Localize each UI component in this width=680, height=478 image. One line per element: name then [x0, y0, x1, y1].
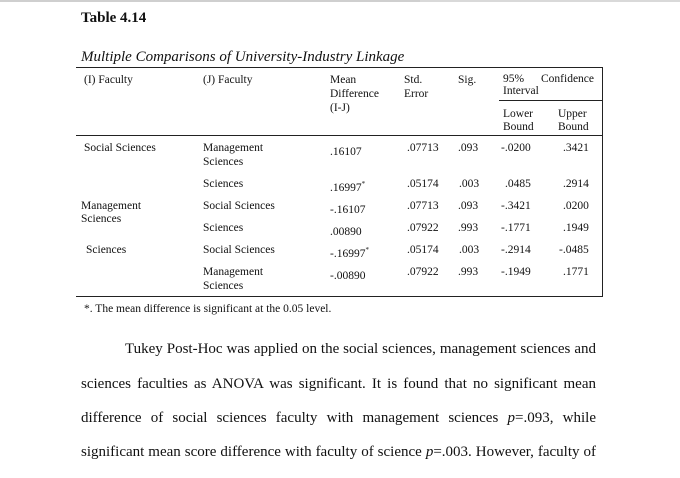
paragraph-line-4: significant mean score difference with faculty of science p=.003. However, faculty of — [81, 444, 596, 460]
header-upper-line1: Upper — [558, 108, 587, 120]
row6-j-faculty: Management — [203, 266, 264, 278]
ci-sub-rule — [499, 100, 603, 101]
header-bottom-rule — [76, 135, 603, 136]
table-right-border — [602, 67, 603, 297]
header-sig: Sig. — [458, 74, 477, 86]
header-i-faculty: (I) Faculty — [84, 74, 133, 86]
row2-sig: .003 — [459, 178, 480, 190]
row4-upper: .1949 — [563, 222, 589, 234]
row1-sig: .093 — [458, 142, 479, 154]
row1-upper: .3421 — [563, 142, 589, 154]
row4-lower: -.1771 — [501, 222, 531, 234]
table-caption: Multiple Comparisons of University-Industry Linkage — [81, 49, 405, 65]
header-mean-line3: (I-J) — [330, 102, 350, 114]
row3-mean-diff: -.16107 — [330, 204, 366, 216]
row2-upper: .2914 — [563, 178, 589, 190]
header-lower-line2: Bound — [503, 121, 534, 133]
row4-sig: .993 — [458, 222, 479, 234]
row4-j-faculty: Sciences — [203, 222, 244, 234]
row3-sig: .093 — [458, 200, 479, 212]
header-mean-line1: Mean — [330, 74, 357, 86]
row1-j-faculty-line2: Sciences — [203, 156, 244, 168]
table-bottom-rule — [76, 296, 603, 297]
table-footnote: *. The mean difference is significant at the 0.05 level. — [84, 303, 332, 315]
row2-lower: .0485 — [505, 178, 531, 190]
row6-j-faculty-line2: Sciences — [203, 280, 244, 292]
header-ci-line3: Interval — [503, 85, 539, 97]
row2-std-error: .05174 — [407, 178, 439, 190]
row3-lower: -.3421 — [501, 200, 531, 212]
header-ci-line2: Confidence — [541, 73, 595, 85]
row5-upper: -.0485 — [559, 244, 589, 256]
row6-sig: .993 — [458, 266, 479, 278]
row2-j-faculty: Sciences — [203, 178, 244, 190]
header-ci-line1: 95% — [503, 73, 525, 85]
row5-sig: .003 — [459, 244, 480, 256]
row5-j-faculty: Social Sciences — [203, 244, 275, 256]
group-management-line2: Sciences — [81, 213, 122, 225]
row1-j-faculty: Management — [203, 142, 264, 154]
table-number: Table 4.14 — [81, 10, 147, 26]
row4-mean-diff: .00890 — [330, 226, 362, 238]
row5-lower: -.2914 — [501, 244, 531, 256]
page-top-rule — [0, 0, 680, 2]
header-upper-line2: Bound — [558, 121, 589, 133]
header-stderr-line2: Error — [404, 88, 429, 100]
row4-std-error: .07922 — [407, 222, 439, 234]
header-stderr-line1: Std. — [404, 74, 423, 86]
row2-mean-diff: .16997* — [330, 180, 366, 194]
group-social-sciences: Social Sciences — [84, 142, 156, 154]
table-top-rule — [76, 67, 603, 68]
row5-std-error: .05174 — [407, 244, 439, 256]
row6-mean-diff: -.00890 — [330, 270, 366, 282]
row6-upper: .1771 — [563, 266, 589, 278]
group-management-line1: Management — [81, 200, 142, 212]
group-sciences: Sciences — [86, 244, 127, 256]
paragraph-line-3: difference of social sciences faculty with management sciences p=.093, while — [81, 410, 596, 426]
paragraph-line-1: Tukey Post-Hoc was applied on the social sciences, management sciences and — [125, 341, 596, 357]
header-mean-line2: Difference — [330, 88, 379, 100]
row3-std-error: .07713 — [407, 200, 439, 212]
row5-mean-diff: -.16997* — [330, 246, 369, 260]
row3-j-faculty: Social Sciences — [203, 200, 275, 212]
header-lower-line1: Lower — [503, 108, 534, 120]
row1-mean-diff: .16107 — [330, 146, 362, 158]
row1-lower: -.0200 — [501, 142, 531, 154]
row6-lower: -.1949 — [501, 266, 531, 278]
row6-std-error: .07922 — [407, 266, 439, 278]
paragraph-line-2: sciences faculties as ANOVA was significant. It is found that no significant mean — [81, 376, 596, 392]
row3-upper: .0200 — [563, 200, 589, 212]
header-j-faculty: (J) Faculty — [203, 74, 253, 86]
row1-std-error: .07713 — [407, 142, 439, 154]
